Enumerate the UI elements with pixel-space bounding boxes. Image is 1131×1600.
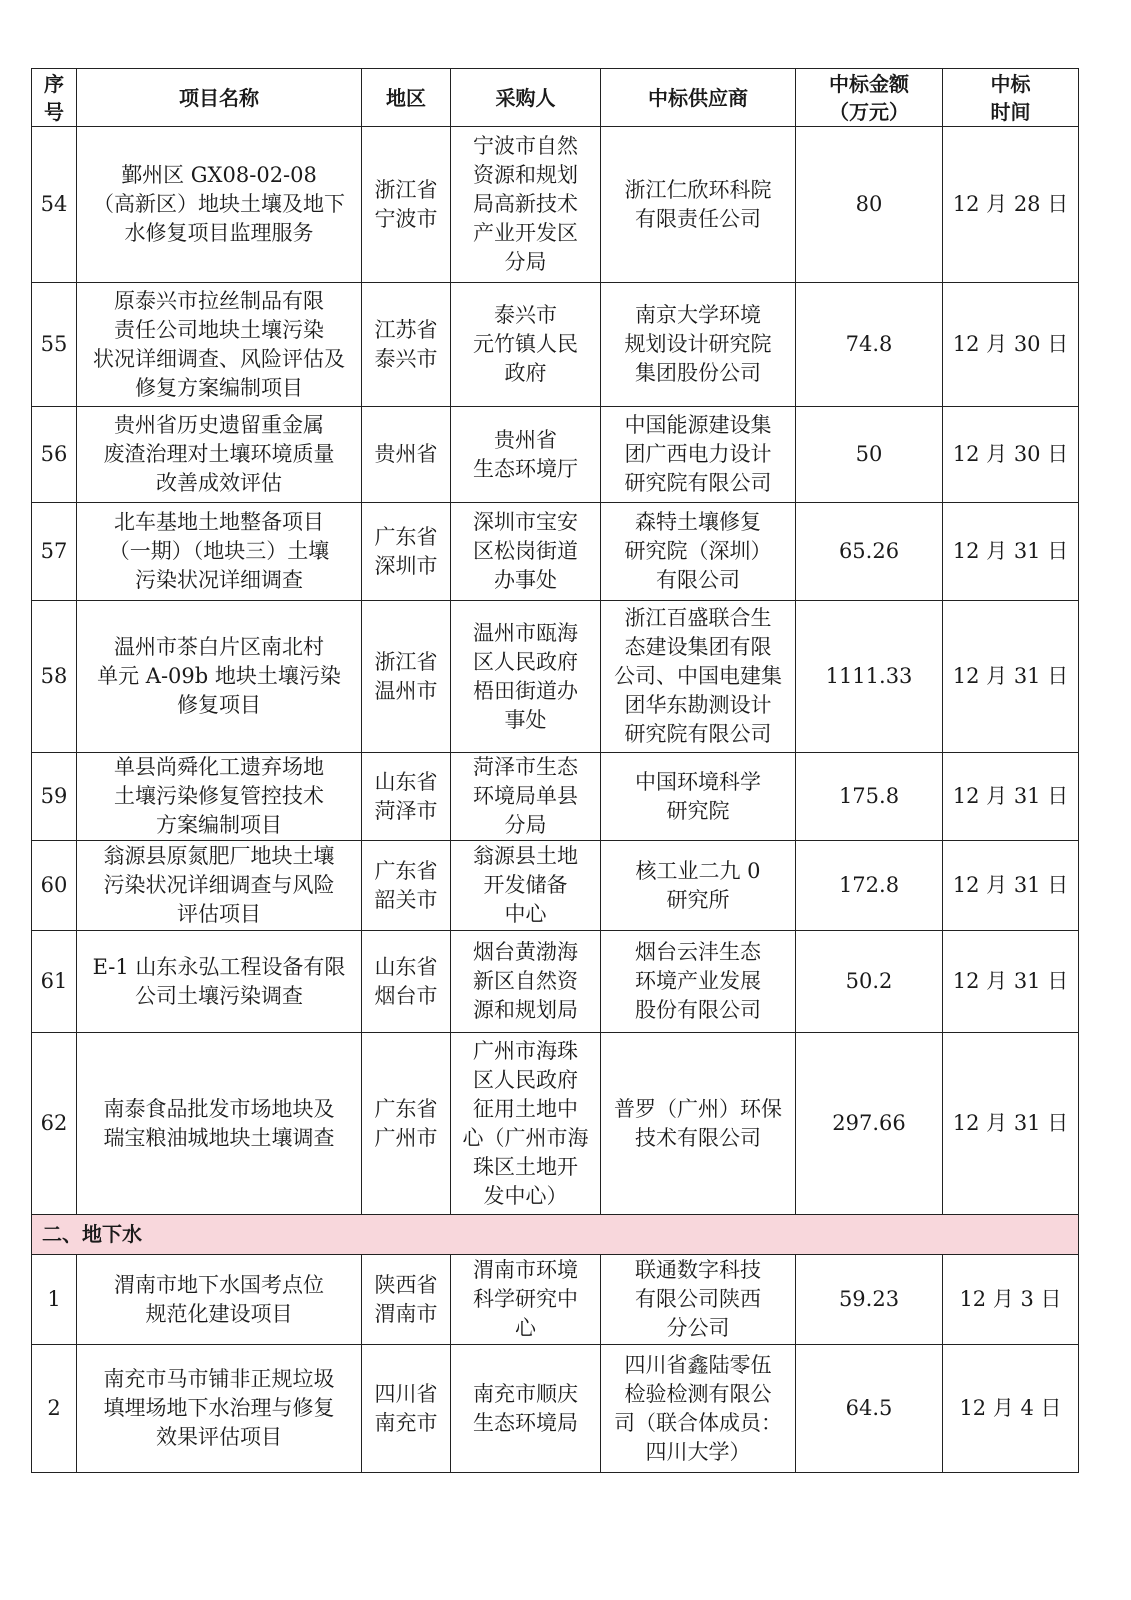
cell-region: 广东省 广州市 — [362, 1033, 451, 1215]
cell-supplier: 浙江仁欣环科院 有限责任公司 — [601, 127, 796, 283]
table-row — [32, 1033, 1079, 1215]
cell-buyer: 翁源县土地 开发储备 中心 — [451, 841, 601, 931]
cell-date: 12 月 31 日 — [943, 601, 1079, 753]
cell-region: 陕西省 渭南市 — [362, 1255, 451, 1345]
cell-region: 山东省 菏泽市 — [362, 753, 451, 841]
cell-seq: 56 — [32, 407, 77, 503]
cell-seq: 1 — [32, 1255, 77, 1345]
header-row — [32, 69, 1079, 127]
cell-amount: 50 — [796, 407, 943, 503]
cell-name: E-1 山东永弘工程设备有限 公司土壤污染调查 — [77, 931, 362, 1033]
cell-region: 浙江省 宁波市 — [362, 127, 451, 283]
cell-supplier: 中国能源建设集 团广西电力设计 研究院有限公司 — [601, 407, 796, 503]
header-region: 地区 — [362, 69, 451, 127]
cell-name: 鄞州区 GX08-02-08 （高新区）地块土壤及地下 水修复项目监理服务 — [77, 127, 362, 283]
cell-seq: 57 — [32, 503, 77, 601]
header-supplier: 中标供应商 — [601, 69, 796, 127]
table-row — [32, 841, 1079, 931]
cell-amount: 50.2 — [796, 931, 943, 1033]
cell-region: 广东省 韶关市 — [362, 841, 451, 931]
cell-date: 12 月 4 日 — [943, 1345, 1079, 1473]
cell-region: 浙江省 温州市 — [362, 601, 451, 753]
cell-buyer: 泰兴市 元竹镇人民 政府 — [451, 283, 601, 407]
cell-supplier: 浙江百盛联合生 态建设集团有限 公司、中国电建集 团华东勘测设计 研究院有限公司 — [601, 601, 796, 753]
cell-date: 12 月 3 日 — [943, 1255, 1079, 1345]
cell-seq: 58 — [32, 601, 77, 753]
cell-supplier: 中国环境科学 研究院 — [601, 753, 796, 841]
cell-amount: 59.23 — [796, 1255, 943, 1345]
cell-supplier: 烟台云沣生态 环境产业发展 股份有限公司 — [601, 931, 796, 1033]
cell-date: 12 月 30 日 — [943, 407, 1079, 503]
header-seq: 序 号 — [32, 69, 77, 127]
header-amount: 中标金额 （万元） — [796, 69, 943, 127]
table-row — [32, 931, 1079, 1033]
cell-region: 山东省 烟台市 — [362, 931, 451, 1033]
cell-amount: 1111.33 — [796, 601, 943, 753]
cell-region: 四川省 南充市 — [362, 1345, 451, 1473]
cell-name: 贵州省历史遗留重金属 废渣治理对土壤环境质量 改善成效评估 — [77, 407, 362, 503]
cell-name: 渭南市地下水国考点位 规范化建设项目 — [77, 1255, 362, 1345]
table-row — [32, 127, 1079, 283]
cell-seq: 61 — [32, 931, 77, 1033]
cell-supplier: 森特土壤修复 研究院（深圳） 有限公司 — [601, 503, 796, 601]
cell-seq: 54 — [32, 127, 77, 283]
cell-date: 12 月 31 日 — [943, 931, 1079, 1033]
cell-name: 温州市茶白片区南北村 单元 A-09b 地块土壤污染 修复项目 — [77, 601, 362, 753]
cell-amount: 175.8 — [796, 753, 943, 841]
cell-amount: 74.8 — [796, 283, 943, 407]
header-date: 中标 时间 — [943, 69, 1079, 127]
table-row — [32, 283, 1079, 407]
cell-buyer: 深圳市宝安 区松岗街道 办事处 — [451, 503, 601, 601]
cell-region: 江苏省 泰兴市 — [362, 283, 451, 407]
table-row — [32, 753, 1079, 841]
cell-buyer: 烟台黄渤海 新区自然资 源和规划局 — [451, 931, 601, 1033]
cell-buyer: 宁波市自然 资源和规划 局高新技术 产业开发区 分局 — [451, 127, 601, 283]
section-row — [32, 1215, 1079, 1255]
cell-buyer: 菏泽市生态 环境局单县 分局 — [451, 753, 601, 841]
cell-date: 12 月 31 日 — [943, 1033, 1079, 1215]
cell-supplier: 四川省鑫陆零伍 检验检测有限公 司（联合体成员： 四川大学） — [601, 1345, 796, 1473]
cell-name: 原泰兴市拉丝制品有限 责任公司地块土壤污染 状况详细调查、风险评估及 修复方案编制项目 — [77, 283, 362, 407]
cell-date: 12 月 31 日 — [943, 753, 1079, 841]
cell-buyer: 温州市瓯海 区人民政府 梧田街道办 事处 — [451, 601, 601, 753]
cell-region: 贵州省 — [362, 407, 451, 503]
cell-amount: 172.8 — [796, 841, 943, 931]
table-row — [32, 1255, 1079, 1345]
table-row — [32, 407, 1079, 503]
cell-date: 12 月 31 日 — [943, 841, 1079, 931]
cell-date: 12 月 31 日 — [943, 503, 1079, 601]
cell-seq: 60 — [32, 841, 77, 931]
cell-amount: 65.26 — [796, 503, 943, 601]
cell-buyer: 贵州省 生态环境厅 — [451, 407, 601, 503]
cell-date: 12 月 30 日 — [943, 283, 1079, 407]
cell-seq: 59 — [32, 753, 77, 841]
cell-buyer: 广州市海珠 区人民政府 征用土地中 心（广州市海 珠区土地开 发中心） — [451, 1033, 601, 1215]
table-row — [32, 503, 1079, 601]
cell-buyer: 南充市顺庆 生态环境局 — [451, 1345, 601, 1473]
header-buyer: 采购人 — [451, 69, 601, 127]
section-title: 二、地下水 — [32, 1215, 1079, 1255]
cell-region: 广东省 深圳市 — [362, 503, 451, 601]
cell-amount: 297.66 — [796, 1033, 943, 1215]
table-row — [32, 601, 1079, 753]
cell-seq: 62 — [32, 1033, 77, 1215]
cell-supplier: 核工业二九 0 研究所 — [601, 841, 796, 931]
cell-date: 12 月 28 日 — [943, 127, 1079, 283]
cell-name: 南泰食品批发市场地块及 瑞宝粮油城地块土壤调查 — [77, 1033, 362, 1215]
cell-supplier: 联通数字科技 有限公司陕西 分公司 — [601, 1255, 796, 1345]
cell-name: 翁源县原氮肥厂地块土壤 污染状况详细调查与风险 评估项目 — [77, 841, 362, 931]
cell-seq: 2 — [32, 1345, 77, 1473]
cell-amount: 64.5 — [796, 1345, 943, 1473]
header-name: 项目名称 — [77, 69, 362, 127]
cell-name: 南充市马市铺非正规垃圾 填埋场地下水治理与修复 效果评估项目 — [77, 1345, 362, 1473]
cell-name: 单县尚舜化工遗弃场地 土壤污染修复管控技术 方案编制项目 — [77, 753, 362, 841]
cell-amount: 80 — [796, 127, 943, 283]
cell-buyer: 渭南市环境 科学研究中 心 — [451, 1255, 601, 1345]
procurement-table — [31, 68, 1079, 1473]
cell-seq: 55 — [32, 283, 77, 407]
cell-name: 北车基地土地整备项目 （一期）（地块三）土壤 污染状况详细调查 — [77, 503, 362, 601]
cell-supplier: 南京大学环境 规划设计研究院 集团股份公司 — [601, 283, 796, 407]
cell-supplier: 普罗（广州）环保 技术有限公司 — [601, 1033, 796, 1215]
table-row — [32, 1345, 1079, 1473]
